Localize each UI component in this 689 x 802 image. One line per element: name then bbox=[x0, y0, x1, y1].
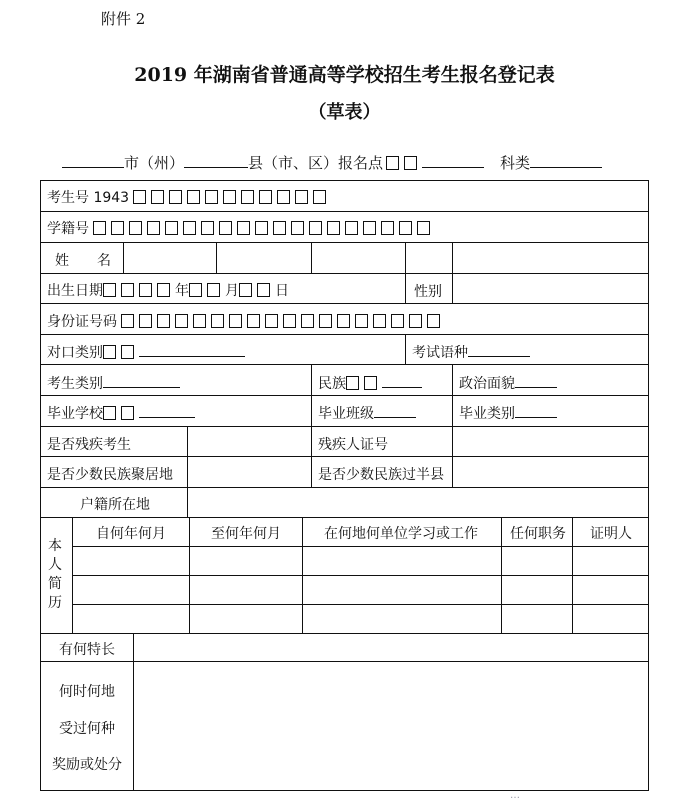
checkbox[interactable] bbox=[255, 221, 268, 235]
checkbox[interactable] bbox=[201, 221, 214, 235]
checkbox[interactable] bbox=[283, 314, 296, 328]
checkbox[interactable] bbox=[355, 314, 368, 328]
exam-no-row bbox=[47, 187, 331, 207]
county-label: 县（市、区）报名点 bbox=[248, 154, 384, 172]
checkbox[interactable] bbox=[241, 190, 254, 204]
political-row bbox=[459, 373, 557, 393]
id-card-row bbox=[47, 311, 445, 331]
checkbox[interactable] bbox=[265, 314, 278, 328]
counterpart-row bbox=[47, 342, 245, 362]
candidate-type-label: 考生类别 bbox=[47, 376, 103, 392]
checkbox[interactable] bbox=[229, 314, 242, 328]
checkbox[interactable] bbox=[103, 345, 116, 359]
checkbox[interactable] bbox=[386, 156, 399, 170]
checkbox[interactable] bbox=[346, 376, 359, 390]
disabled-label: 是否残疾考生 bbox=[47, 437, 131, 453]
checkbox[interactable] bbox=[103, 283, 116, 297]
minority-area-label: 是否少数民族聚居地 bbox=[47, 467, 173, 483]
school-label: 毕业学校 bbox=[47, 406, 103, 422]
birth-month-label: 月 bbox=[225, 283, 239, 299]
checkbox[interactable] bbox=[175, 314, 188, 328]
grad-type-blank[interactable] bbox=[515, 403, 557, 418]
checkbox[interactable] bbox=[237, 221, 250, 235]
site-blank[interactable] bbox=[422, 153, 484, 168]
checkbox[interactable] bbox=[364, 376, 377, 390]
checkbox[interactable] bbox=[363, 221, 376, 235]
checkbox[interactable] bbox=[187, 190, 200, 204]
household-label: 户籍所在地 bbox=[80, 497, 150, 513]
checkbox[interactable] bbox=[169, 190, 182, 204]
checkbox[interactable] bbox=[93, 221, 106, 235]
birth-row bbox=[47, 280, 289, 300]
birth-label: 出生日期 bbox=[47, 283, 103, 299]
student-id-label: 学籍号 bbox=[47, 221, 89, 237]
checkbox[interactable] bbox=[223, 190, 236, 204]
id-card-label: 身份证号码 bbox=[47, 314, 117, 330]
checkbox[interactable] bbox=[157, 283, 170, 297]
city-blank[interactable] bbox=[62, 153, 124, 168]
checkbox[interactable] bbox=[399, 221, 412, 235]
resume-header-position: 任何职务 bbox=[510, 526, 566, 542]
checkbox[interactable] bbox=[239, 283, 252, 297]
checkbox[interactable] bbox=[319, 314, 332, 328]
checkbox[interactable] bbox=[183, 221, 196, 235]
resume-header-place: 在何地何单位学习或工作 bbox=[324, 526, 478, 542]
class-label: 毕业班级 bbox=[318, 406, 374, 422]
resume-char: 本 bbox=[48, 538, 62, 554]
checkbox[interactable] bbox=[133, 190, 146, 204]
specialty-label: 有何特长 bbox=[59, 642, 115, 658]
resume-header-to: 至何年何月 bbox=[211, 526, 281, 542]
school-row bbox=[47, 403, 195, 423]
checkbox[interactable] bbox=[337, 314, 350, 328]
checkbox[interactable] bbox=[247, 314, 260, 328]
disabled-cert-label: 残疾人证号 bbox=[318, 437, 388, 453]
checkbox[interactable] bbox=[257, 283, 270, 297]
checkbox[interactable] bbox=[301, 314, 314, 328]
form-title: 2019 年湖南省普通高等学校招生考生报名登记表 bbox=[134, 64, 555, 86]
checkbox[interactable] bbox=[219, 221, 232, 235]
political-label: 政治面貌 bbox=[459, 376, 515, 392]
birth-day-label: 日 bbox=[275, 283, 289, 299]
ethnicity-row bbox=[318, 373, 422, 393]
checkbox[interactable] bbox=[147, 221, 160, 235]
checkbox[interactable] bbox=[259, 190, 272, 204]
grad-type-row bbox=[459, 403, 557, 423]
resume-label bbox=[47, 537, 63, 613]
checkbox[interactable] bbox=[211, 314, 224, 328]
resume-header-from: 自何年何月 bbox=[96, 526, 166, 542]
exam-no-label: 考生号 1943 bbox=[47, 190, 130, 206]
counterpart-blank[interactable] bbox=[139, 342, 245, 357]
candidate-type-row bbox=[47, 373, 180, 393]
candidate-type-blank[interactable] bbox=[103, 373, 180, 388]
checkbox[interactable] bbox=[111, 221, 124, 235]
checkbox[interactable] bbox=[103, 406, 116, 420]
gender-label: 性别 bbox=[414, 284, 442, 300]
ethnicity-blank[interactable] bbox=[382, 373, 422, 388]
watermark: … bbox=[510, 790, 520, 801]
form-subtitle: （草表） bbox=[308, 102, 381, 123]
checkbox[interactable] bbox=[313, 190, 326, 204]
checkbox[interactable] bbox=[151, 190, 164, 204]
checkbox[interactable] bbox=[129, 221, 142, 235]
checkbox[interactable] bbox=[121, 345, 134, 359]
checkbox[interactable] bbox=[139, 283, 152, 297]
student-id-boxes[interactable] bbox=[93, 221, 435, 237]
checkbox[interactable] bbox=[373, 314, 386, 328]
id-card-boxes[interactable] bbox=[121, 314, 445, 330]
class-blank[interactable] bbox=[374, 403, 416, 418]
county-blank[interactable] bbox=[184, 153, 248, 168]
class-row bbox=[318, 403, 416, 423]
checkbox[interactable] bbox=[309, 221, 322, 235]
category-blank[interactable] bbox=[530, 153, 602, 168]
minority-county-label: 是否少数民族过半县 bbox=[318, 467, 444, 483]
name-label: 姓 名 bbox=[55, 253, 111, 269]
exam-language-label: 考试语种 bbox=[412, 345, 468, 361]
checkbox[interactable] bbox=[189, 283, 202, 297]
resume-header-witness: 证明人 bbox=[590, 526, 632, 542]
checkbox[interactable] bbox=[277, 190, 290, 204]
checkbox[interactable] bbox=[139, 314, 152, 328]
counterpart-label: 对口类别 bbox=[47, 345, 103, 361]
ethnicity-label: 民族 bbox=[318, 376, 346, 392]
resume-char: 人 bbox=[48, 557, 62, 573]
checkbox[interactable] bbox=[327, 221, 340, 235]
award-line-2: 受过何种 bbox=[59, 721, 115, 737]
checkbox[interactable] bbox=[391, 314, 404, 328]
checkbox[interactable] bbox=[193, 314, 206, 328]
birth-year-label: 年 bbox=[175, 283, 189, 299]
school-blank[interactable] bbox=[139, 403, 195, 418]
award-line-3: 奖励或处分 bbox=[52, 757, 122, 773]
resume-char: 历 bbox=[48, 595, 62, 611]
checkbox[interactable] bbox=[157, 314, 170, 328]
checkbox[interactable] bbox=[273, 221, 286, 235]
award-line-1: 何时何地 bbox=[59, 684, 115, 700]
grad-type-label: 毕业类别 bbox=[459, 406, 515, 422]
checkbox[interactable] bbox=[409, 314, 422, 328]
checkbox[interactable] bbox=[121, 314, 134, 328]
checkbox[interactable] bbox=[291, 221, 304, 235]
checkbox[interactable] bbox=[121, 406, 134, 420]
exam-no-boxes[interactable] bbox=[133, 190, 331, 206]
exam-language-row bbox=[412, 342, 530, 362]
city-label: 市（州） bbox=[124, 154, 185, 172]
checkbox[interactable] bbox=[207, 283, 220, 297]
checkbox[interactable] bbox=[345, 221, 358, 235]
student-id-row bbox=[47, 218, 435, 238]
attachment-label: 附件 2 bbox=[101, 10, 146, 28]
checkbox[interactable] bbox=[295, 190, 308, 204]
political-blank[interactable] bbox=[515, 373, 557, 388]
checkbox[interactable] bbox=[427, 314, 440, 328]
checkbox[interactable] bbox=[205, 190, 218, 204]
checkbox[interactable] bbox=[121, 283, 134, 297]
checkbox[interactable] bbox=[417, 221, 430, 235]
checkbox[interactable] bbox=[404, 156, 417, 170]
checkbox[interactable] bbox=[381, 221, 394, 235]
checkbox[interactable] bbox=[165, 221, 178, 235]
location-line bbox=[62, 152, 602, 173]
exam-language-blank[interactable] bbox=[468, 342, 530, 357]
resume-char: 简 bbox=[48, 576, 62, 592]
category-label: 科类 bbox=[500, 154, 531, 172]
